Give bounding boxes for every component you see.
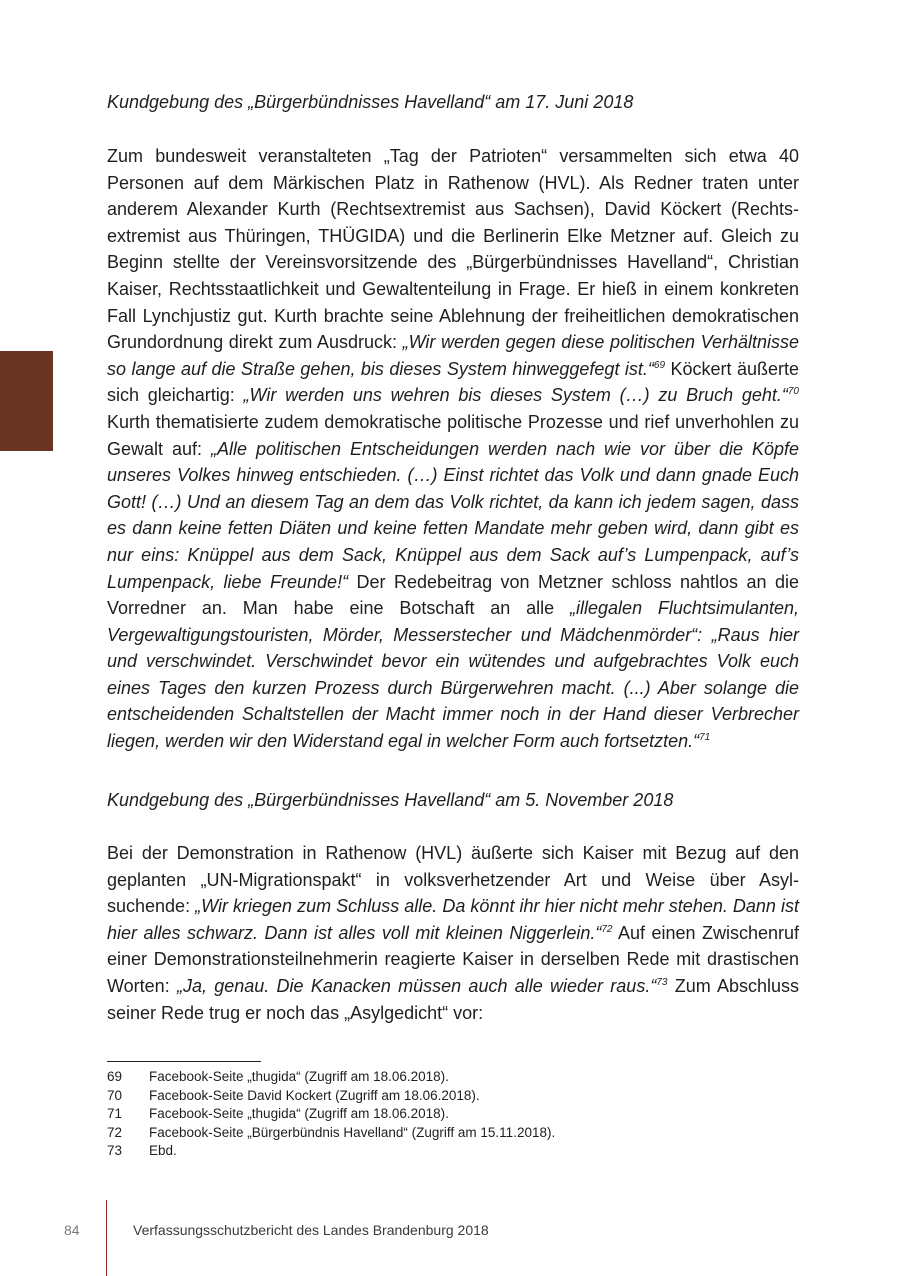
footnote-ref-73[interactable]: 73 xyxy=(656,976,668,988)
text-run: Zum bundesweit veranstalteten „Tag der Patrioten“ versammelten sich etwa 40 Personen auf dem Märkischen Platz in Rathenow (HVL). Als Redner traten unter anderem Alexander Kurth (Rechtsextremist aus Sachsen), David Köckert (Rechtsextremist aus Thüringen, THÜGIDA) und die Berlinerin Elke Metzner auf. Gleich zu Beginn stellte der Vereinsvorsitzende des „Bürgerbündnisses Havelland“, Christian Kaiser, Rechtsstaatlichkeit und Gewaltenteilung in Frage. Er hieß in einem konkreten Fall Lynchjustiz gut. Kurth brachte seine Ablehnung der freiheitlichen demokratischen Grundordnung direkt zum Ausdruck: xyxy=(107,146,799,353)
footnote-item xyxy=(107,1068,799,1087)
footnotes xyxy=(107,1068,799,1161)
footnote-number: 72 xyxy=(107,1124,123,1140)
paragraph-november-rally xyxy=(107,840,799,1026)
footnote-item xyxy=(107,1087,799,1106)
quote-kaiser-second: „Ja, genau. Die Kanacken müssen auch alle wieder raus.“ xyxy=(176,975,657,996)
text-run: Auf einen Zwischenruf einer Demonstrationsteilnehmerin reagierte Kaiser in derselben Rede mit drastischen Worten: xyxy=(107,922,799,996)
footnote-text: Facebook-Seite „thugida“ (Zugriff am 18.06.2018). xyxy=(149,1069,449,1084)
text-run: Köckert äußerte sich gleichartig: xyxy=(107,358,800,406)
text-run: Der Redebeitrag von Metzner schloss nahtlos an die Vorredner an. Man habe eine Botschaft an alle xyxy=(107,571,800,619)
footnote-ref-69[interactable]: 69 xyxy=(653,359,666,371)
quote-kurth-violence: „Alle politischen Entscheidungen werden nach wie vor über die Köpfe unseres Volkes hinweg entschieden. (…) Einst richtet das Volk und dann gnade Euch Gott! (…) Und an diesem Tag an dem das Volk richtet, da kann ich jedem sagen, dass es dann keine fetten Diäten und keine fetten Mandate mehr geben wird, dann gibt es nur eins: Knüppel aus dem Sack, Knüppel aus dem Sack auf’s Lumpenpack, auf’s Lumpenpack, liebe Freunde!“ xyxy=(107,438,800,592)
quote-metzner: „illegalen Fluchtsimulanten, Vergewaltigungstouristen, Mörder, Messerstecher und Mädchenmörder“: „Raus hier und verschwindet. Verschwindet bevor ein wütendes und aufgebrachtes Volk euch eines Tages den kurzen Prozess durch Bürgerwehren macht. (...) Aber solange die entscheidenden Schaltstellen der Macht immer noch in der Hand dieser Verbrecher liegen, werden wir den Widerstand egal in welcher Form auch fortsetzten.“ xyxy=(107,598,799,752)
section-heading-june: Kundgebung des „Bürgerbündnisses Havelland“ am 17. Juni 2018 xyxy=(107,92,634,112)
footnote-item xyxy=(107,1124,799,1143)
chapter-side-tab xyxy=(0,351,53,451)
footnote-ref-70[interactable]: 70 xyxy=(787,386,799,398)
quote-kurth: „Wir werden gegen diese politischen Verhältnisse so lange auf die Straße gehen, bis dieses System hinweggefegt ist.“ xyxy=(107,332,799,379)
footnote-ref-72[interactable]: 72 xyxy=(601,923,613,935)
footnote-text: Ebd. xyxy=(149,1143,177,1158)
footer-title: Verfassungsschutzbericht des Landes Brandenburg 2018 xyxy=(133,1222,489,1238)
footer-divider xyxy=(106,1200,107,1276)
text-run: Bei der Demonstration in Rathenow (HVL) äußerte sich Kaiser mit Bezug auf den geplanten „UN-Migrationspakt“ in volksverhetzender Art und Weise über Asylsuchende: xyxy=(107,843,799,917)
quote-kaiser: „Wir kriegen zum Schluss alle. Da könnt ihr hier nicht mehr stehen. Dann ist hier alles schwarz. Dann ist alles voll mit kleinen Niggerlein.“ xyxy=(107,896,799,943)
footnote-text: Facebook-Seite David Kockert (Zugriff am 18.06.2018). xyxy=(149,1087,480,1103)
footnote-number: 73 xyxy=(107,1143,123,1158)
footnote-text: Facebook-Seite „thugida“ (Zugriff am 18.06.2018). xyxy=(149,1106,449,1121)
footnote-number: 70 xyxy=(107,1087,123,1103)
footnote-item xyxy=(107,1142,799,1161)
footnote-text: Facebook-Seite „Bürgerbündnis Havelland“ (Zugriff am 15.11.2018). xyxy=(149,1124,556,1140)
footnote-number: 69 xyxy=(107,1069,123,1084)
paragraph-june-rally xyxy=(107,143,799,755)
section-heading-november: Kundgebung des „Bürgerbündnisses Havelland“ am 5. November 2018 xyxy=(107,790,674,810)
text-run: Kurth thematisierte zudem demokratische politische Prozesse und rief unverhohlen zu Gewalt auf: xyxy=(107,411,799,459)
text-run: Zum Abschluss seiner Rede trug er noch das „Asylgedicht“ vor: xyxy=(107,975,800,1023)
footnote-item xyxy=(107,1105,799,1124)
footnote-number: 71 xyxy=(107,1106,123,1121)
footnote-separator xyxy=(107,1061,261,1062)
page-number: 84 xyxy=(64,1222,80,1238)
quote-koeckert: „Wir werden uns wehren bis dieses System (…) zu Bruch geht.“ xyxy=(243,385,788,406)
footnote-ref-71[interactable]: 71 xyxy=(699,732,711,744)
